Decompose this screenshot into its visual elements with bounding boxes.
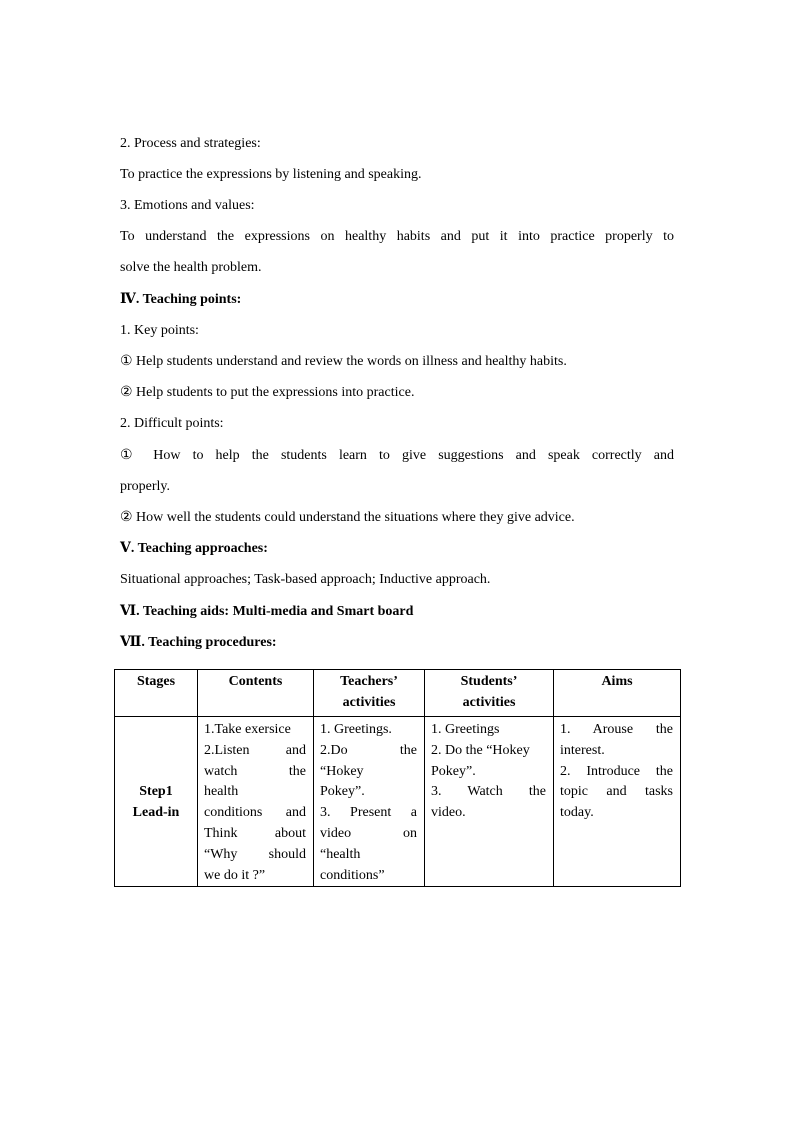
teaching-procedures-table [114, 669, 681, 887]
approaches-heading: Ⅴ. Teaching approaches: [120, 541, 268, 556]
approaches-text: Situational approaches; Task-based approach; Inductive approach. [120, 572, 491, 587]
header-students-activities: Students’ activities [425, 670, 554, 717]
emotions-text-line-1: To understand the expressions on healthy habits and put it into practice properly to [120, 229, 674, 244]
header-aims: Aims [554, 670, 681, 717]
key-point-1: ① Help students understand and review the words on illness and healthy habits. [120, 354, 567, 369]
difficult-point-1-line-2: properly. [120, 479, 171, 494]
difficult-point-2: ② How well the students could understand the situations where they give advice. [120, 510, 575, 525]
contents-cell: 1.Take exersice 2.Listen and watch the health conditions and Think about “Why should we do it ?” [198, 717, 314, 887]
emotions-heading: 3. Emotions and values: [120, 198, 255, 213]
difficult-point-1-line-1: ① How to help the students learn to give suggestions and speak correctly and [120, 448, 674, 463]
header-stages: Stages [115, 670, 198, 717]
stage-cell: Step1 Lead-in [115, 717, 198, 887]
aims-cell: 1. Arouse the interest. 2. Introduce the topic and tasks today. [554, 717, 681, 887]
emotions-text-line-2: solve the health problem. [120, 260, 262, 275]
table-header-row [115, 670, 681, 717]
header-contents: Contents [198, 670, 314, 717]
teachers-activities-cell: 1. Greetings. 2.Do the “Hokey Pokey”. 3. Present a video on “health conditions” [314, 717, 425, 887]
table-row [115, 717, 681, 887]
teaching-points-heading: Ⅳ. Teaching points: [120, 292, 242, 307]
key-points-heading: 1. Key points: [120, 323, 199, 338]
difficult-points-heading: 2. Difficult points: [120, 416, 224, 431]
process-heading: 2. Process and strategies: [120, 136, 261, 151]
students-activities-cell: 1. Greetings 2. Do the “Hokey Pokey”. 3. Watch the video. [425, 717, 554, 887]
aids-heading: Ⅵ. Teaching aids: Multi-media and Smart board [120, 604, 414, 619]
procedures-heading: Ⅶ. Teaching procedures: [120, 635, 277, 650]
header-teachers-activities: Teachers’ activities [314, 670, 425, 717]
process-text: To practice the expressions by listening and speaking. [120, 167, 422, 182]
key-point-2: ② Help students to put the expressions into practice. [120, 385, 415, 400]
